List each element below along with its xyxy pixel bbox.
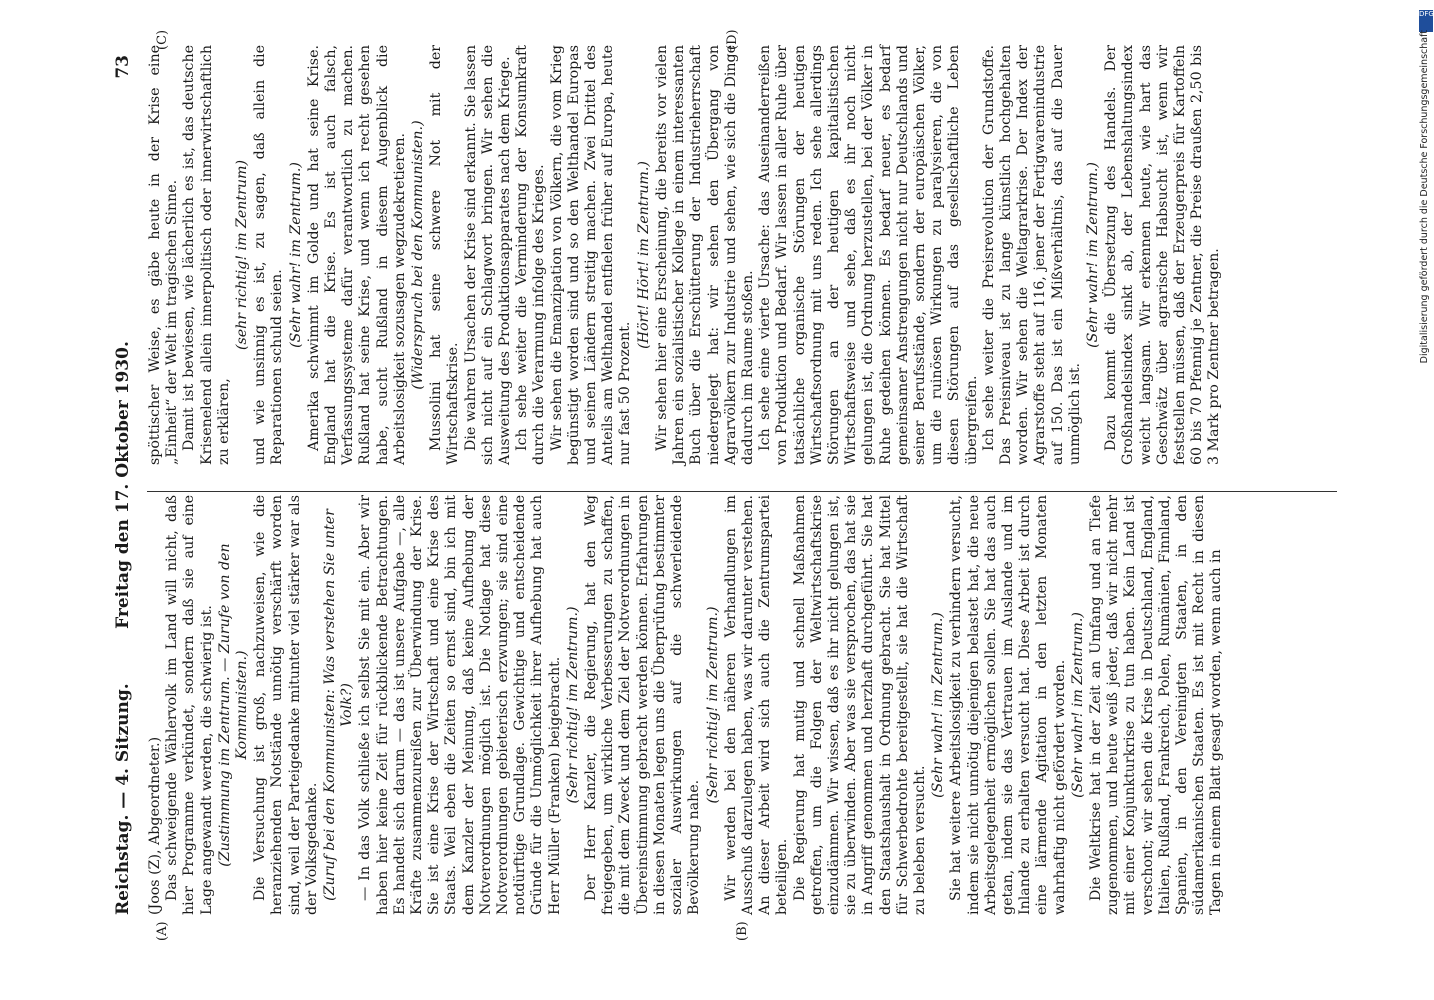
interjection: (Widerspruch bei den Kommunisten.) [410,120,427,390]
interjection: (Sehr wahr! im Zentrum.) [930,612,947,798]
paragraph: Dazu kommt die Übersetzung des Handels. Der Großhandelsindex sinkt ab, der Lebenshaltungsindex weicht langsam. Wir erkennen heute, wie hart das Geschwätz über agrarische Habsucht ist, wenn wir feststellen müssen, daß der Erzeugerpreis für Kartoffeln 60 bis 70 Pfennig je Zentner, die Preise draußen 2,50 bis 3 Mark pro Zentner betragen. [1103,45,1223,465]
paragraph: Ich sehe weiter die Verminderung der Konsumkraft durch die Verarmung infolge des Krieges. [514,45,548,465]
paragraph: Die Versuchung ist groß, nachzuweisen, wie die heranziehenden Notstände unnötig verschärft worden sind, weil der Parteigedanke mitunter viel stärker war als der Volksgedanke. [252,495,320,915]
paragraph: Ich sehe weiter die Preisrevolution der Grundstoffe. Das Preisniveau ist zu lange künstlich hochgehalten worden. Wir sehen die Weltagrarkrise. Der Index der Agrarstoffe steht auf 116, jener der Fertigwarenindustrie auf 150. Das ist ein Mißverhältnis, das auf die Dauer unmöglich ist. [980,45,1083,465]
paragraph: Die wahren Ursachen der Krise sind erkannt. Sie lassen sich nicht auf ein Schlagwort bringen. Wir sehen die Ausweitung des Produktionsapparates nach dem Kriege. [462,45,514,465]
paragraph: Die Weltkrise hat in der Zeit an Umfang und an Tiefe zugenommen, und heute weiß jeder, daß wir nicht mehr mit einer Konjunkturkrise zu tun haben. Kein Land ist verschont; wir sehen die Krise in Deutschland, England, Italien, Rußland, Frankreich, Polen, Rumänien, Finnland, Spanien, in den Vereinigten Staaten, in den südamerikanischen Staaten. Es ist mit Recht in diesen Tagen in einem Blatt gesagt worden, wenn auch in [1087,495,1225,915]
header-date: Freitag den 17. Oktober 1930. [113,341,133,629]
paragraph: (Joos (Z), Abgeordneter.) [147,736,163,915]
page-number: 73 [113,55,133,79]
margin-marker-b: (B) [735,921,750,941]
paragraph: Mussolini hat seine schwere Not mit der Wirtschaftskrise. [428,45,462,465]
margin-marker-d: (D) [725,29,740,50]
rotated-document-page [95,15,1385,955]
interjection: (sehr richtig! im Zentrum) [234,159,251,351]
left-column [147,495,1226,915]
margin-marker-a: (A) [155,921,170,941]
page-header [113,55,143,915]
paragraph: Das schweigende Wählervolk im Land will nicht, daß hier Programme verkündet, sondern daß sie auf eine Lage angewandt werden, die schwierig ist. [164,495,215,915]
paragraph: Wir werden bei den näheren Verhandlungen im Ausschuß darzulegen haben, was wir darunter verstehen. An dieser Arbeit wird sich auch die Zentrumspartei beteiligen. [722,495,791,915]
margin-marker-c: (C) [155,29,170,50]
right-column [147,45,1224,465]
dfg-logo: DFG [1419,10,1433,32]
interjection: (Sehr richtig! im Zentrum.) [704,606,721,804]
interjection: (Zustimmung im Zentrum. — Zurufe von den Kommunisten.) [216,543,251,867]
paragraph: Sie hat weitere Arbeitslosigkeit zu verhindern versucht, indem sie nicht unnötig diejenigen belastet hat, die neue Arbeitsgelegenheit ermöglichen sollen. Sie hat das auch getan, indem sie das Vertrauen im Auslande und im Inlande zu erhalten versucht hat. Diese Arbeit ist durch eine lärmende Agitation in den letzten Monaten wahrhaftig nicht gefördert worden. [948,495,1068,915]
interjection: (Sehr wahr! im Zentrum.) [1069,612,1086,798]
paragraph: Damit ist bewiesen, wie lächerlich es ist, das deutsche Krisenelend allein innerpolitisch oder innerwirtschaftlich zu erklären, [181,45,232,465]
interjection: (Zuruf bei den Kommunisten: Was verstehen Sie unter Volk?) [322,509,356,901]
interjection: (Sehr wahr! im Zentrum.) [1084,162,1101,348]
interjection: (Sehr wahr! im Zentrum.) [287,162,304,348]
digitization-credit: Digitalisierung gefördert durch die Deutsche Forschungsgemeinschaft [1419,30,1430,364]
interjection: (Hört! Hört! im Zentrum.) [635,161,652,349]
paragraph: — In das Volk schließe ich selbst Sie mit ein. Aber wir haben hier keine Zeit für rückblickende Betrachtungen. Es handelt sich darum — das ist unsere Aufgabe —, alle Kräfte zusammenzureißen zur Überwindung der Krise. Sie ist eine Krise der Wirtschaft und eine Krise des Staats. Weil eben die Zeiten so ernst sind, bin ich mit dem Kanzler der Meinung, daß keine Aufhebung der Notverordnungen möglich ist. Die Notlage hat diese Notverordnungen gebieterisch erzwungen; sie sind eine notdürftige Grundlage. Gewichtige und entscheidende Gründe für die Unmöglichkeit ihrer Aufhebung hat auch Herr Müller (Franken) beigebracht. [357,495,563,915]
paragraph: Wir sehen hier eine Erscheinung, die bereits vor vielen Jahren ein sozialistischer Kollege in einem interessanten Buch über die Erschütterung der Industrieherrschaft niedergelegt hat: wir sehen den Übergang von Agrarvölkern zur Industrie und sehen, wie sich die Dinge dadurch im Raume stoßen. [653,45,756,465]
header-left: Reichstag. — 4. Sitzung. [113,683,133,915]
paragraph: und wie unsinnig es ist, zu sagen, daß allein die Reparationen schuld seien. [252,45,286,465]
paragraph: Ich sehe eine vierte Ursache: das Auseinanderreißen von Produktion und Bedarf. Wir lassen in aller Ruhe über tatsächliche organische Störungen der heutigen Wirtschaftsordnung mit uns reden. Ich sehe allerdings Störungen an der heutigen kapitalistischen Wirtschaftsweise und sehe, daß es ihr noch nicht gelungen ist, die Ordnung herzustellen, bei der Völker in Ruhe gedeihen können. Es bedarf neuer, es bedarf gemeinsamer Anstrengungen nicht nur Deutschlands und seiner Berufsstände, sondern der europäischen Völker, um die ruinösen Wirkungen zu paralysieren, die von diesen Störungen auf das gesellschaftliche Leben übergreifen. [757,45,980,465]
paragraph: Amerika schwimmt im Golde und hat seine Krise. England hat die Krise. Es ist auch falsch, Verfassungssysteme dafür verantwortlich zu machen. Rußland hat seine Krise, und wenn ich recht gesehen habe, sucht Rußland in diesem Augenblick die Arbeitslosigkeit sozusagen wegzudekretieren. [305,45,408,465]
paragraph: Wir sehen die Emanzipation von Völkern, die vom Krieg begünstigt worden sind und so den Welthandel Europas und seinen Ländern streitig machen. Zwei Drittel des Anteils am Welthandel entfielen früher auf Europa, heute nur fast 50 Prozent. [548,45,634,465]
paragraph: Der Herr Kanzler, die Regierung, hat den Weg freigegeben, um wirkliche Verbesserungen zu schaffen, die mit dem Zweck und dem Ziel der Notverordnungen in Übereinstimmung gebracht werden können. Erfahrungen in diesen Monaten legen uns die Überprüfung bestimmter sozialer Auswirkungen auf die schwerleidende Bevölkerung nahe. [583,495,703,915]
digitization-sidebar [1419,10,1434,590]
column-divider [147,491,1337,492]
paragraph: Die Regierung hat mutig und schnell Maßnahmen getroffen, um die Folgen der Weltwirtschaftskrise einzudämmen. Wir wissen, daß es ihr nicht gelungen ist, sie zu überwinden. Aber was sie versprochen, das hat sie in Angriff genommen und herzhaft durchgeführt. Sie hat den Staatshaushalt in Ordnung gebracht. Sie hat Mittel für Schwerbedrohte bereitgestellt, sie hat die Wirtschaft zu beleben versucht. [791,495,928,915]
paragraph: spöttischer Weise, es gäbe heute in der Krise eine „Einheit“ der Welt im tragischen Sinne. [147,45,181,465]
interjection: (Sehr richtig! im Zentrum.) [564,606,581,804]
